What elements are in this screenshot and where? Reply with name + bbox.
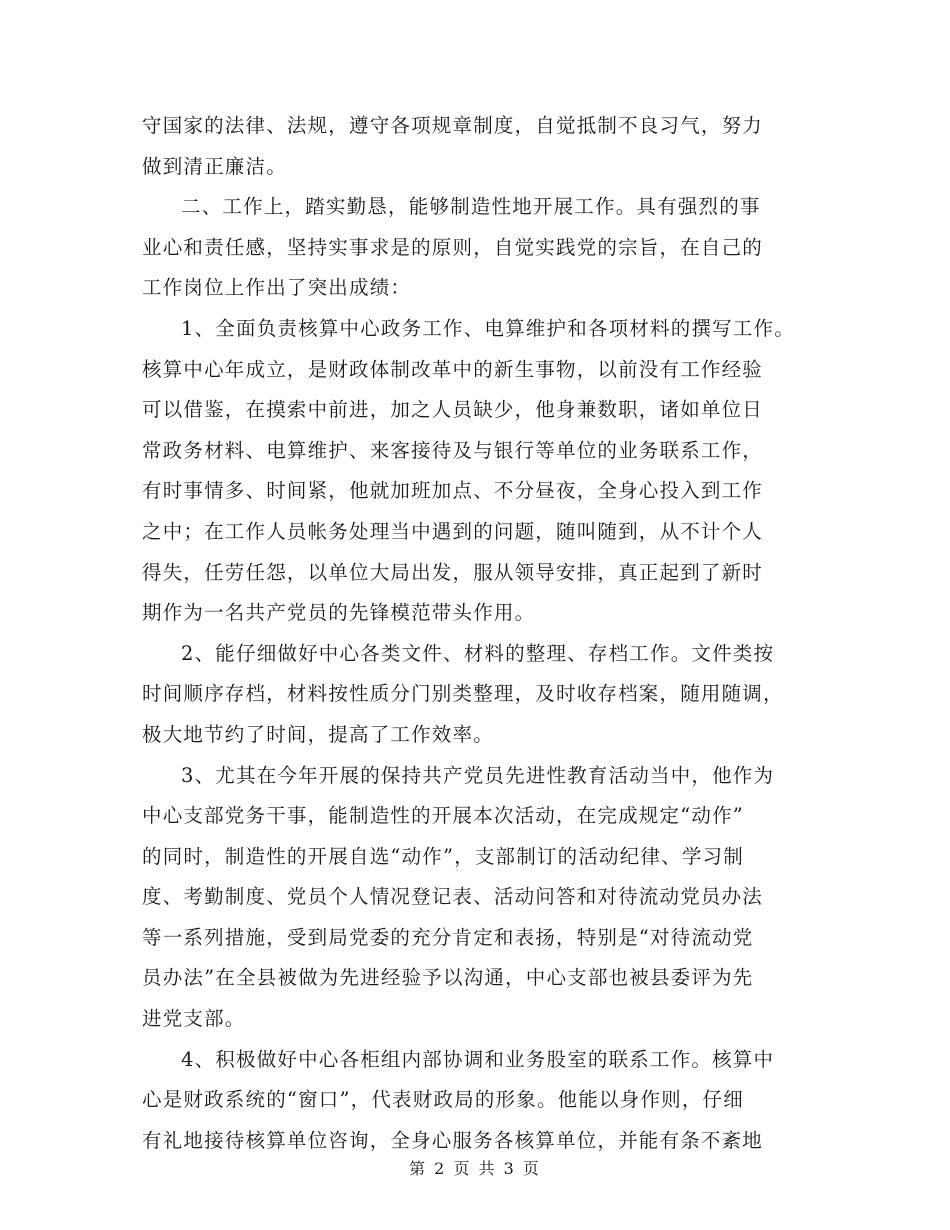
text-line: 进党支部。	[142, 1007, 246, 1031]
text-line: 有礼地接待核算单位咨询，全身心服务各核算单位，并能有条不紊地	[142, 1128, 764, 1152]
text-line: 得失，任劳任怨，以单位大局出发，服从领导安排，真正起到了新时	[142, 560, 764, 584]
text-line: 可以借鉴，在摸索中前进，加之人员缺少，他身兼数职，诸如单位日	[142, 398, 764, 422]
text-line: 度、考勤制度、党员个人情况登记表、活动问答和对待流动党员办法	[142, 885, 764, 909]
text-line: 常政务材料、电算维护、来客接待及与银行等单位的业务联系工作，	[142, 438, 764, 462]
text-line: 中心支部党务干事，能制造性的开展本次活动，在完成规定“动作”	[142, 804, 744, 828]
text-line: 之中；在工作人员帐务处理当中遇到的问题，随叫随到，从不计个人	[142, 519, 764, 543]
text-line: 等一系列措施，受到局党委的充分肯定和表扬，特别是“对待流动党	[142, 925, 754, 949]
page-number-footer: 第 2 页 共 3 页	[409, 1159, 541, 1178]
text-line: 二、工作上，踏实勤恳，能够制造性地开展工作。具有强烈的事	[181, 195, 761, 219]
text-line: 业心和责任感，坚持实事求是的原则，自觉实践党的宗旨，在自己的	[142, 235, 764, 259]
text-line: 2、能仔细做好中心各类文件、材料的整理、存档工作。文件类按	[181, 641, 775, 665]
text-line: 时间顺序存档，材料按性质分门别类整理，及时收存档案，随用随调，	[142, 682, 784, 706]
text-line: 员办法”在全县被做为先进经验予以沟通，中心支部也被县委评为先	[142, 966, 754, 990]
text-line: 的同时，制造性的开展自选“动作”，支部制订的活动纪律、学习制	[142, 844, 744, 868]
text-line: 核算中心年成立，是财政体制改革中的新生事物，以前没有工作经验	[142, 357, 764, 381]
text-line: 做到清正廉洁。	[142, 154, 287, 178]
text-line: 有时事情多、时间紧，他就加班加点、不分昼夜，全身心投入到工作	[142, 479, 764, 503]
text-line: 3、尤其在今年开展的保持共产党员先进性教育活动当中，他作为	[181, 763, 775, 787]
text-line: 极大地节约了时间，提高了工作效率。	[142, 722, 494, 746]
text-line: 期作为一名共产党员的先锋模范带头作用。	[142, 601, 536, 625]
document-body	[142, 106, 842, 1161]
text-line: 1、全面负责核算中心政务工作、电算维护和各项材料的撰写工作。	[181, 316, 795, 340]
text-line: 守国家的法律、法规，遵守各项规章制度，自觉抵制不良习气，努力	[142, 114, 764, 137]
text-line: 心是财政系统的“窗口”，代表财政局的形象。他能以身作则，仔细	[142, 1088, 744, 1112]
text-line: 4、积极做好中心各柜组内部协调和业务股室的联系工作。核算中	[181, 1047, 775, 1071]
text-line: 工作岗位上作出了突出成绩：	[142, 276, 412, 300]
